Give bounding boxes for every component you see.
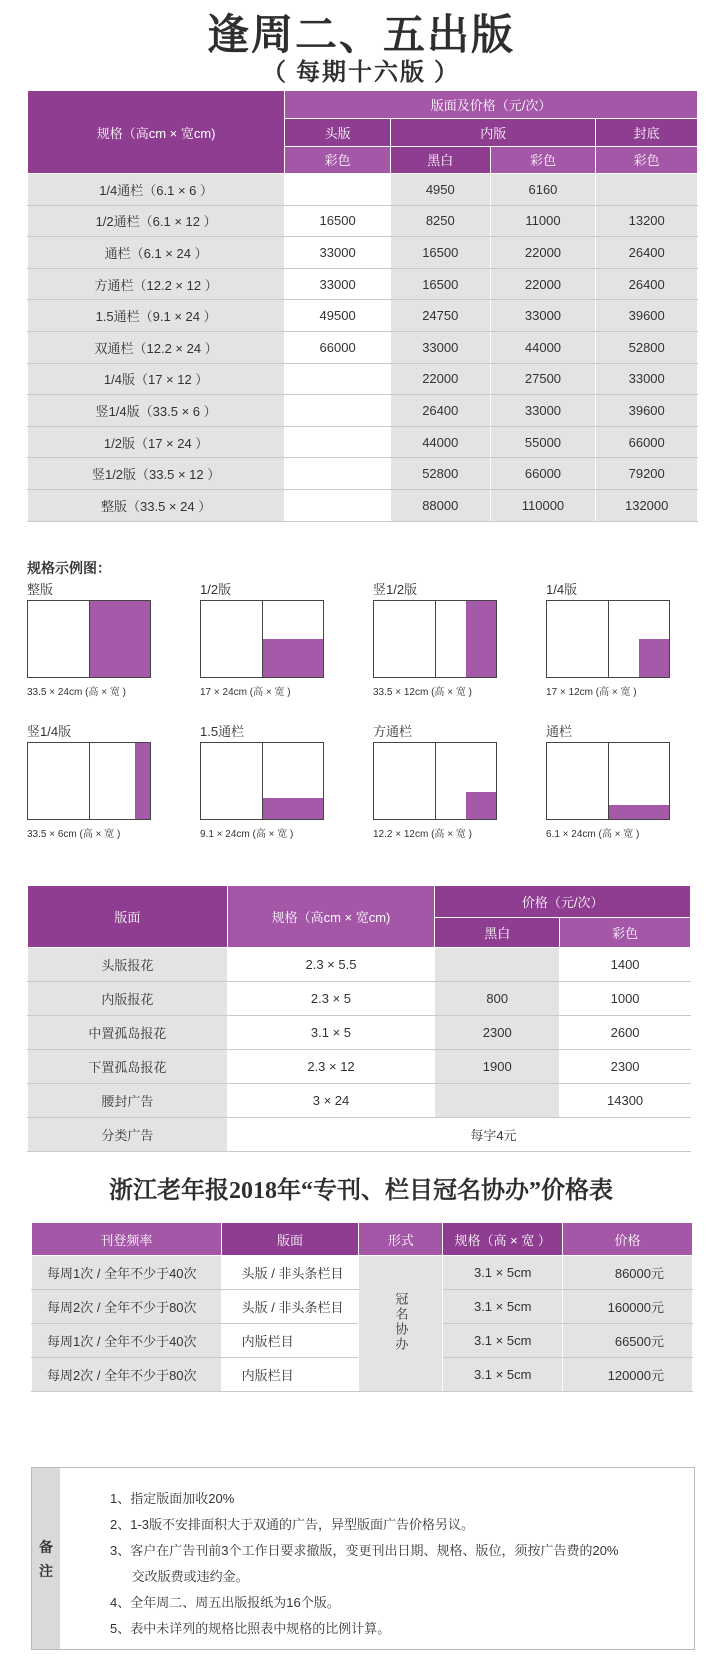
table-row <box>28 395 698 427</box>
size-example <box>373 722 499 840</box>
note-item: 4、全年周二、周五出版报纸为16个版。 <box>110 1595 340 1610</box>
cell-price: 66500元 <box>563 1324 693 1358</box>
classified-name: 分类广告 <box>28 1118 228 1152</box>
header-page: 版面 <box>28 886 228 948</box>
page-diagram <box>27 742 151 820</box>
cell-page: 腰封广告 <box>28 1084 228 1118</box>
cell-inner-color: 22000 <box>490 268 596 300</box>
table-row <box>32 1256 693 1290</box>
cell-inner-bw: 44000 <box>391 426 490 458</box>
ad-area <box>262 798 323 819</box>
cell-page: 下置孤岛报花 <box>28 1050 228 1084</box>
ad-area <box>89 601 150 677</box>
cell-spec: 整版（33.5 × 24 ） <box>28 489 285 521</box>
cell-price: 86000元 <box>563 1256 693 1290</box>
flower-table <box>27 885 691 1152</box>
page-fold-line <box>262 743 263 819</box>
header-color: 彩色 <box>560 918 691 948</box>
size-example <box>200 722 326 840</box>
cell-color: 14300 <box>560 1084 691 1118</box>
cell-inner-color: 22000 <box>490 237 596 269</box>
cell-spec: 通栏（6.1 × 24 ） <box>28 237 285 269</box>
table-row <box>28 1084 691 1118</box>
header-cover-color: 彩色 <box>596 146 698 173</box>
cell-spec: 竖1/2版（33.5 × 12 ） <box>28 458 285 490</box>
header-inner: 内版 <box>391 119 596 146</box>
cell-head <box>285 395 391 427</box>
header-bw: 黑白 <box>435 918 560 948</box>
table-row <box>28 982 691 1016</box>
cell-cover: 26400 <box>596 268 698 300</box>
cell-cover: 52800 <box>596 331 698 363</box>
notes-box <box>31 1467 695 1650</box>
cell-head <box>285 174 391 206</box>
ad-area <box>466 601 497 677</box>
cell-inner-color: 27500 <box>490 363 596 395</box>
page-fold-line <box>435 743 436 819</box>
cell-spec: 2.3 × 5 <box>227 982 435 1016</box>
size-example <box>27 722 153 840</box>
page-diagram <box>546 600 670 678</box>
cell-freq: 每周1次 / 全年不少于40次 <box>32 1256 222 1290</box>
table-row <box>28 331 698 363</box>
size-example <box>546 580 672 698</box>
example-caption: 6.1 × 24cm (高 × 宽 ) <box>546 829 640 840</box>
ad-area <box>639 639 670 677</box>
header-price: 价格 <box>563 1223 693 1256</box>
cell-page: 头版 / 非头条栏目 <box>221 1290 359 1324</box>
header-form: 形式 <box>359 1223 443 1256</box>
ad-area <box>466 792 497 819</box>
page-fold-line <box>435 601 436 677</box>
note-item: 5、表中未详列的规格比照表中规格的比例计算。 <box>110 1621 391 1636</box>
page-title: 逢周二、五出版 <box>206 13 515 59</box>
table-row <box>28 489 698 521</box>
cell-cover: 39600 <box>596 300 698 332</box>
example-caption: 12.2 × 12cm (高 × 宽 ) <box>373 829 472 840</box>
cell-cover: 132000 <box>596 489 698 521</box>
cell-spec: 1/4通栏（6.1 × 6 ） <box>28 174 285 206</box>
page-fold-line <box>89 601 90 677</box>
table-row <box>28 174 698 206</box>
cell-spec: 2.3 × 5.5 <box>227 948 435 982</box>
notes-list <box>110 1486 618 1642</box>
example-label: 通栏 <box>546 724 573 739</box>
table-row <box>28 300 698 332</box>
cell-head <box>285 426 391 458</box>
cell-inner-bw: 8250 <box>391 205 490 237</box>
header-spec: 规格（高cm × 宽cm) <box>227 886 435 948</box>
notes-label <box>32 1468 60 1649</box>
header-inner-bw: 黑白 <box>391 146 490 173</box>
cell-spec: 竖1/4版（33.5 × 6 ） <box>28 395 285 427</box>
page-fold-line <box>608 743 609 819</box>
cell-inner-bw: 24750 <box>391 300 490 332</box>
cell-spec: 3.1 × 5cm <box>443 1256 563 1290</box>
cell-spec: 3.1 × 5cm <box>443 1290 563 1324</box>
cell-inner-bw: 88000 <box>391 489 490 521</box>
page-diagram <box>546 742 670 820</box>
header-spec: 规格（高cm × 宽cm) <box>28 91 285 174</box>
examples-title: 规格示例图： <box>27 560 111 576</box>
example-caption: 9.1 × 24cm (高 × 宽 ) <box>200 829 294 840</box>
cell-bw: 2300 <box>435 1016 560 1050</box>
table-row <box>28 948 691 982</box>
cell-spec: 3 × 24 <box>227 1084 435 1118</box>
cell-inner-color: 44000 <box>490 331 596 363</box>
sponsor-table <box>31 1222 693 1392</box>
header-head-color: 彩色 <box>285 146 391 173</box>
example-label: 方通栏 <box>373 724 413 739</box>
page-diagram <box>373 742 497 820</box>
rate-table <box>27 90 698 522</box>
cell-head: 33000 <box>285 237 391 269</box>
size-example <box>546 722 672 840</box>
cell-head: 49500 <box>285 300 391 332</box>
cell-inner-color: 55000 <box>490 426 596 458</box>
cell-page: 内版栏目 <box>221 1358 359 1392</box>
cell-inner-bw: 16500 <box>391 237 490 269</box>
cell-freq: 每周2次 / 全年不少于80次 <box>32 1358 222 1392</box>
table-row <box>28 205 698 237</box>
page-fold-line <box>608 601 609 677</box>
cell-inner-bw: 4950 <box>391 174 490 206</box>
example-caption: 33.5 × 6cm (高 × 宽 ) <box>27 829 121 840</box>
ad-area <box>262 639 323 677</box>
example-label: 竖1/4版 <box>27 724 72 739</box>
cell-inner-color: 66000 <box>490 458 596 490</box>
cell-spec: 方通栏（12.2 × 12 ） <box>28 268 285 300</box>
cell-inner-bw: 52800 <box>391 458 490 490</box>
cell-inner-color: 110000 <box>490 489 596 521</box>
cell-head <box>285 363 391 395</box>
cell-inner-bw: 33000 <box>391 331 490 363</box>
form-label: 冠名协办 <box>393 1292 409 1352</box>
page-fold-line <box>89 743 90 819</box>
table-row <box>28 458 698 490</box>
cell-page: 内版栏目 <box>221 1324 359 1358</box>
cell-form <box>359 1256 443 1392</box>
ad-area <box>608 805 669 819</box>
cell-color: 1000 <box>560 982 691 1016</box>
example-caption: 33.5 × 12cm (高 × 宽 ) <box>373 687 472 698</box>
cell-cover: 79200 <box>596 458 698 490</box>
sponsor-title: 浙江老年报2018年“专刊、栏目冠名协办”价格表 <box>109 1178 613 1204</box>
cell-spec: 2.3 × 12 <box>227 1050 435 1084</box>
cell-spec: 3.1 × 5cm <box>443 1324 563 1358</box>
cell-cover: 33000 <box>596 363 698 395</box>
cell-cover: 26400 <box>596 237 698 269</box>
page-diagram <box>373 600 497 678</box>
cell-head: 16500 <box>285 205 391 237</box>
cell-price: 120000元 <box>563 1358 693 1392</box>
cell-cover: 39600 <box>596 395 698 427</box>
cell-freq: 每周2次 / 全年不少于80次 <box>32 1290 222 1324</box>
example-caption: 17 × 24cm (高 × 宽 ) <box>200 687 291 698</box>
size-example <box>373 580 499 698</box>
example-label: 整版 <box>27 582 54 597</box>
cell-color: 2300 <box>560 1050 691 1084</box>
page-diagram <box>27 600 151 678</box>
cell-bw <box>435 1084 560 1118</box>
header-price: 版面及价格（元/次） <box>285 91 698 119</box>
example-label: 1/2版 <box>200 582 232 597</box>
cell-cover: 13200 <box>596 205 698 237</box>
cell-bw: 800 <box>435 982 560 1016</box>
example-label: 竖1/2版 <box>373 582 418 597</box>
cell-spec: 1.5通栏（9.1 × 24 ） <box>28 300 285 332</box>
cell-bw: 1900 <box>435 1050 560 1084</box>
size-example <box>200 580 326 698</box>
table-row <box>28 363 698 395</box>
cell-head: 33000 <box>285 268 391 300</box>
cell-page: 头版 / 非头条栏目 <box>221 1256 359 1290</box>
cell-inner-color: 11000 <box>490 205 596 237</box>
cell-spec: 3.1 × 5 <box>227 1016 435 1050</box>
header-cover: 封底 <box>596 119 698 146</box>
note-item: 1、指定版面加收20% <box>110 1491 235 1506</box>
cell-inner-color: 6160 <box>490 174 596 206</box>
size-example <box>27 580 153 698</box>
cell-head <box>285 458 391 490</box>
cell-freq: 每周1次 / 全年不少于40次 <box>32 1324 222 1358</box>
cell-page: 内版报花 <box>28 982 228 1016</box>
note-item: 交改版费或违约金。 <box>110 1569 249 1584</box>
cell-color: 2600 <box>560 1016 691 1050</box>
header-inner-color: 彩色 <box>490 146 596 173</box>
classified-price: 每字4元 <box>435 1118 691 1152</box>
cell-color: 1400 <box>560 948 691 982</box>
cell-inner-bw: 16500 <box>391 268 490 300</box>
cell-page: 中置孤岛报花 <box>28 1016 228 1050</box>
page-subtitle: （ 每期十六版 ） <box>262 60 460 86</box>
table-row <box>28 1050 691 1084</box>
notes-label-b: 注 <box>39 1562 53 1579</box>
cell-price: 160000元 <box>563 1290 693 1324</box>
table-row <box>28 268 698 300</box>
header-head: 头版 <box>285 119 391 146</box>
cell-cover <box>596 174 698 206</box>
header-freq: 刊登频率 <box>32 1223 222 1256</box>
table-row <box>28 1016 691 1050</box>
cell-cover: 66000 <box>596 426 698 458</box>
note-item: 2、1-3版不安排面积大于双通的广告，异型版面广告价格另议。 <box>110 1517 475 1532</box>
cell-bw <box>435 948 560 982</box>
cell-inner-color: 33000 <box>490 300 596 332</box>
page-diagram <box>200 742 324 820</box>
example-label: 1.5通栏 <box>200 724 245 739</box>
note-item: 3、客户在广告刊前3个工作日要求撤版，变更刊出日期、规格、版位，须按广告费的20% <box>110 1543 619 1558</box>
classified-spec <box>227 1118 435 1152</box>
cell-spec: 1/2版（17 × 24 ） <box>28 426 285 458</box>
cell-spec: 1/4版（17 × 12 ） <box>28 363 285 395</box>
cell-inner-bw: 22000 <box>391 363 490 395</box>
header-price: 价格（元/次） <box>435 886 691 918</box>
cell-spec: 1/2通栏（6.1 × 12 ） <box>28 205 285 237</box>
cell-head <box>285 489 391 521</box>
header-spec: 规格（高 × 宽 ） <box>443 1223 563 1256</box>
cell-spec: 双通栏（12.2 × 24 ） <box>28 331 285 363</box>
cell-inner-bw: 26400 <box>391 395 490 427</box>
table-row <box>28 237 698 269</box>
example-label: 1/4版 <box>546 582 578 597</box>
cell-spec: 3.1 × 5cm <box>443 1358 563 1392</box>
cell-head: 66000 <box>285 331 391 363</box>
header-page: 版面 <box>221 1223 359 1256</box>
notes-label-a: 备 <box>39 1538 53 1555</box>
table-row <box>28 426 698 458</box>
cell-page: 头版报花 <box>28 948 228 982</box>
page-diagram <box>200 600 324 678</box>
page-fold-line <box>262 601 263 677</box>
example-caption: 33.5 × 24cm (高 × 宽 ) <box>27 687 126 698</box>
example-caption: 17 × 12cm (高 × 宽 ) <box>546 687 637 698</box>
ad-area <box>135 743 150 819</box>
cell-inner-color: 33000 <box>490 395 596 427</box>
